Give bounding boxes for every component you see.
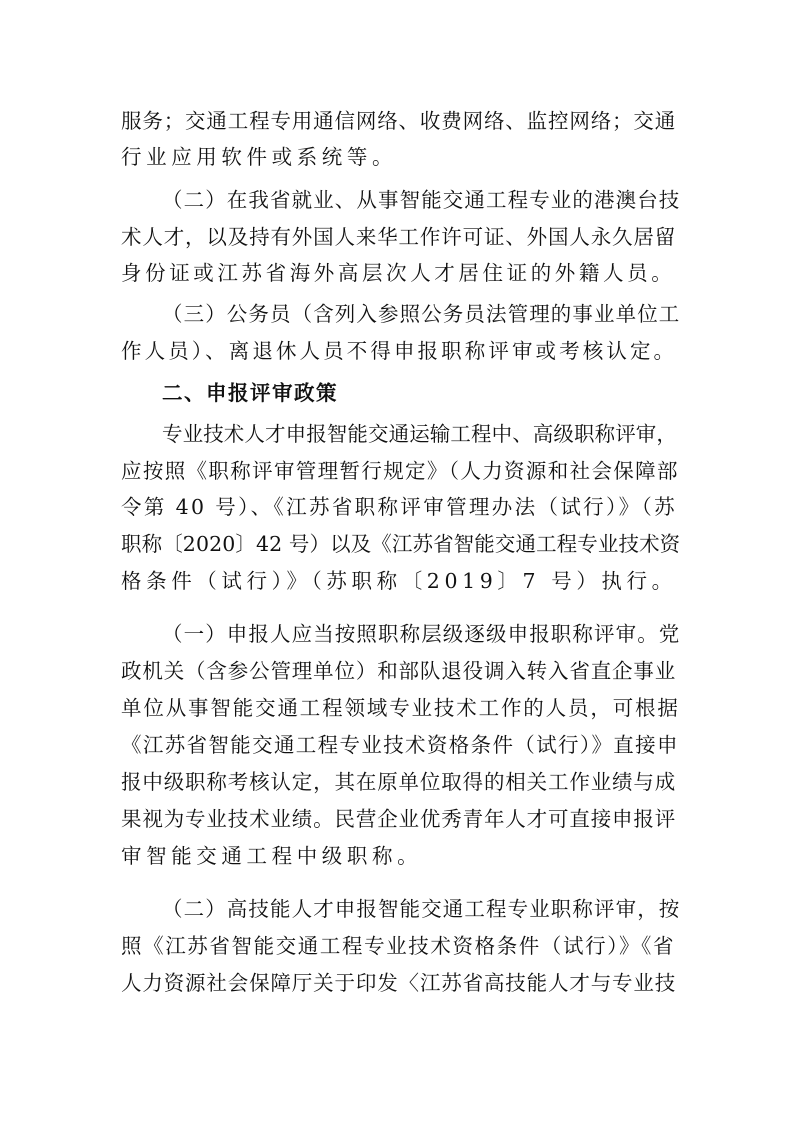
body-text-line: 格条件（试行）》（苏职称〔2019〕7 号）执行。 <box>121 569 677 593</box>
body-text-line: 服务；交通工程专用通信网络、收费网络、监控网络；交通 <box>121 109 677 133</box>
paragraph-first-line: （二）在我省就业、从事智能交通工程专业的港澳台技 <box>162 188 681 212</box>
body-text-line: 行业应用软件或系统等。 <box>121 145 398 169</box>
body-text-line: 政机关（含参公管理单位）和部队退役调入转入省直企事业 <box>121 659 677 683</box>
paragraph-first-line: （三）公务员（含列入参照公务员法管理的事业单位工 <box>162 302 681 326</box>
body-text-line: 果视为专业技术业绩。民营企业优秀青年人才可直接申报评 <box>121 807 677 831</box>
body-text-line: 令第 40 号）、《江苏省职称评审管理办法（试行）》（苏 <box>121 495 677 519</box>
body-text-line: 单位从事智能交通工程领域专业技术工作的人员，可根据 <box>121 696 680 720</box>
body-text-line: 人力资源社会保障厅关于印发〈江苏省高技能人才与专业技 <box>121 971 677 995</box>
body-text-line: 术人才，以及持有外国人来华工作许可证、外国人永久居留 <box>121 225 677 249</box>
paragraph-first-line: 专业技术人才申报智能交通运输工程中、高级职称评审， <box>162 422 677 446</box>
paragraph-first-line: （二）高技能人才申报智能交通工程专业职称评审，按 <box>162 897 681 921</box>
body-text-line: 审智能交通工程中级职称。 <box>121 844 423 868</box>
body-text-line: 作人员）、离退休人员不得申报职称评审或考核认定。 <box>121 339 678 363</box>
body-text-line: 职称〔2020〕42 号）以及《江苏省智能交通工程专业技术资 <box>121 532 681 556</box>
body-text-line: 身份证或江苏省海外高层次人才居住证的外籍人员。 <box>121 261 676 285</box>
section-heading: 二、申报评审政策 <box>162 381 338 405</box>
body-text-line: 照《江苏省智能交通工程专业技术资格条件（试行）》《省 <box>121 934 676 958</box>
paragraph-first-line: （一）申报人应当按照职称层级逐级申报职称评审。党 <box>162 622 681 646</box>
body-text-line: 《江苏省智能交通工程专业技术资格条件（试行）》直接申 <box>121 733 679 757</box>
body-text-line: 报中级职称考核认定，其在原单位取得的相关工作业绩与成 <box>121 770 677 794</box>
body-text-line: 应按照《职称评审管理暂行规定》（人力资源和社会保障部 <box>121 459 679 483</box>
